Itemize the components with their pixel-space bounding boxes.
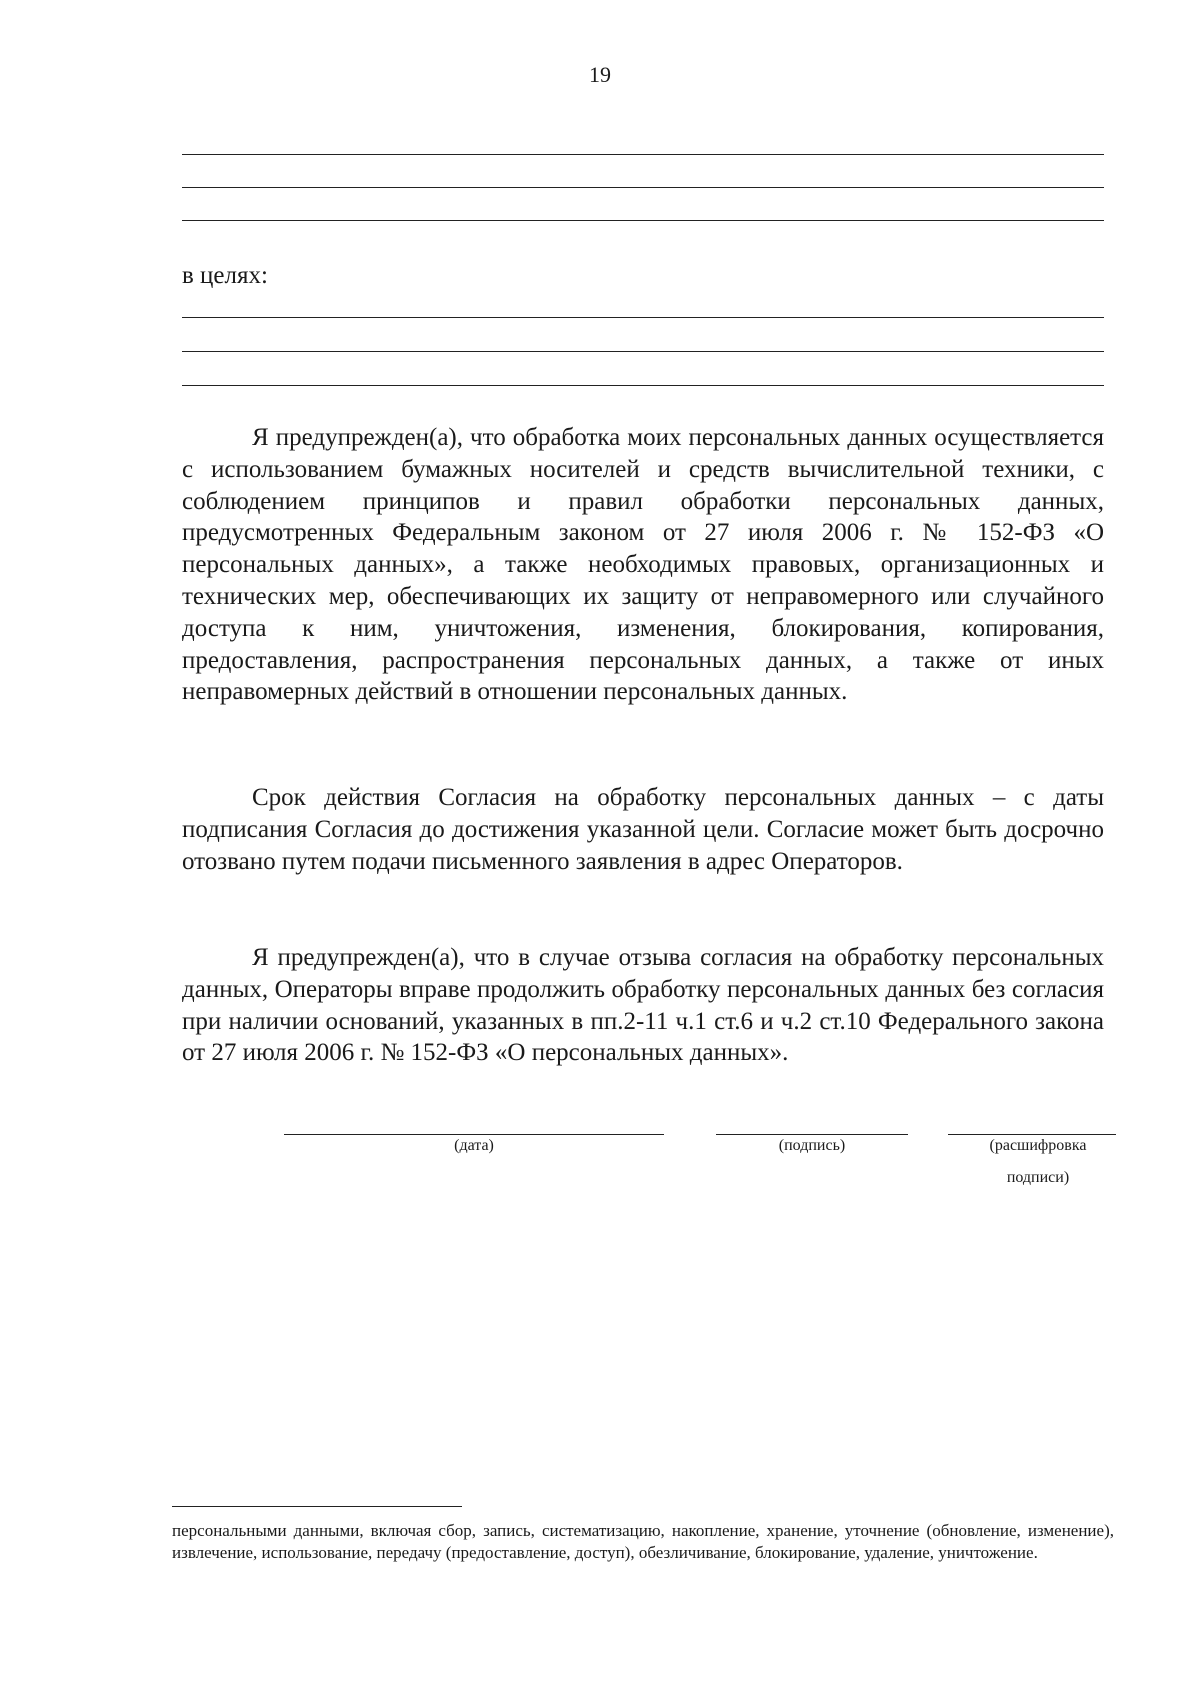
- signature-caption: (подпись): [778, 1137, 846, 1154]
- date-caption: (дата): [454, 1137, 494, 1154]
- paragraph-processing-notice: Я предупрежден(а), что обработка моих персональных данных осуществляется с использованием бумажных носителей и средств вычислительной техники, с соблюдением принципов и правил обработки персональных данных, предусмотренных Федеральным законом от 27 июля 2006 г. № 152-ФЗ «О персональных данных», а также необходимых правовых, организационных и технических мер, обеспечивающих их защиту от неправомерного или случайного доступа к ним, уничтожения, изменения, блокирования, копирования, предоставления, распространения персональных данных, а также от иных неправомерных действий в отношении персональных данных.: [182, 424, 1104, 706]
- footnote-text: персональными данными, включая сбор, запись, систематизацию, накопление, хранение, уточнение (обновление, изменение), извлечение, использование, передачу (предоставление, доступ), обезличивание, блокирование, удаление, уничтожение.: [172, 1521, 1114, 1562]
- paragraph-withdrawal-notice: Я предупрежден(а), что в случае отзыва согласия на обработку персональных данных, Операторы вправе продолжить обработку персональных данных без согласия при наличии оснований, указанных в пп.2-11 ч.1 ст.6 и ч.2 ст.10 Федерального закона от 27 июля 2006 г. № 152-ФЗ «О персональных данных».: [182, 944, 1104, 1067]
- purpose-label: в целях:: [182, 262, 268, 289]
- blank-line-1: [182, 154, 1104, 155]
- purpose-line-3: [182, 385, 1104, 386]
- blank-line-3: [182, 220, 1104, 221]
- footnote-rule: [172, 1506, 462, 1507]
- purpose-line-2: [182, 351, 1104, 352]
- decoding-caption-line2: подписи): [1006, 1169, 1070, 1186]
- purpose-line-1: [182, 317, 1104, 318]
- page-number: 19: [589, 62, 611, 87]
- paragraph-consent-term: Срок действия Согласия на обработку персональных данных – с даты подписания Согласия до достижения указанной цели. Согласие может быть досрочно отозвано путем подачи письменного заявления в адрес Операторов.: [182, 784, 1104, 875]
- decoding-caption-line1: (расшифровка: [989, 1137, 1087, 1154]
- blank-line-2: [182, 187, 1104, 188]
